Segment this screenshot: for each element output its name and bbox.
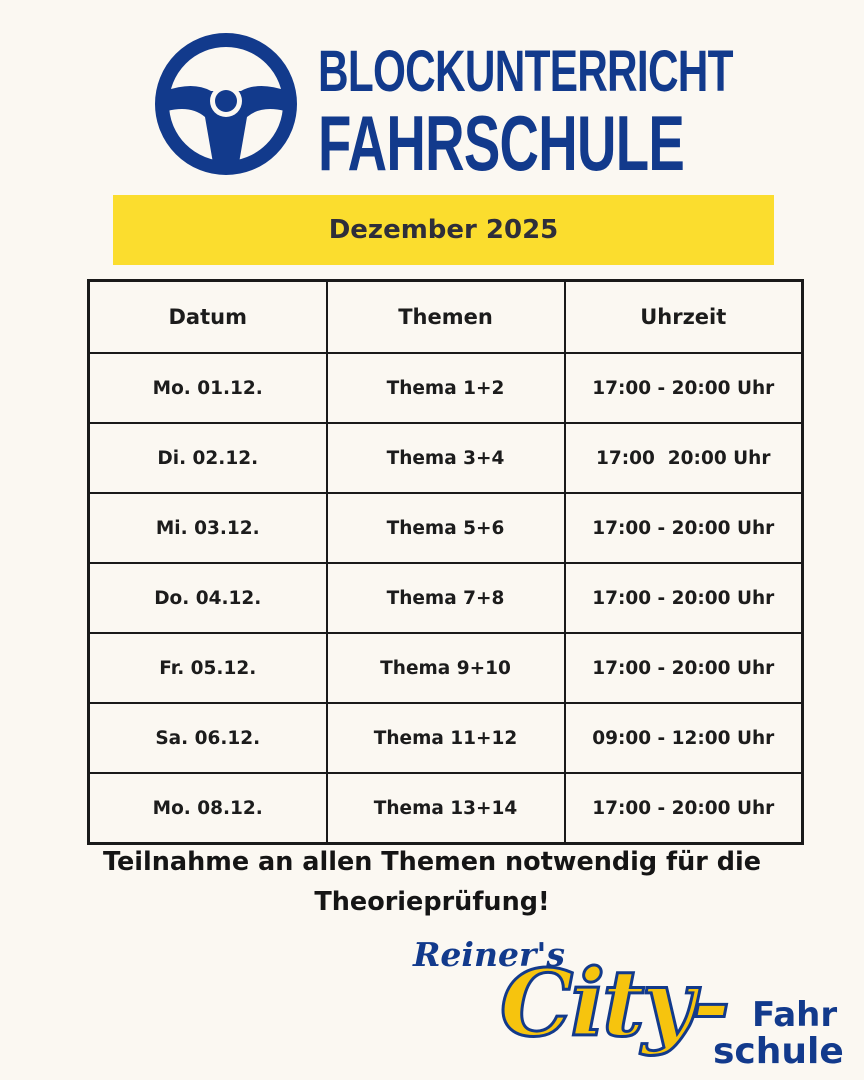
date-cell: Sa. 06.12. xyxy=(89,703,327,773)
time-cell: 17:00 - 20:00 Uhr xyxy=(565,563,803,633)
time-cell: 17:00 20:00 Uhr xyxy=(565,423,803,493)
month-banner xyxy=(113,195,774,265)
column-header-topics: Themen xyxy=(327,281,565,354)
table-row xyxy=(89,773,803,844)
time-cell: 17:00 - 20:00 Uhr xyxy=(565,773,803,844)
month-label: Dezember 2025 xyxy=(328,215,559,245)
logo-schule-text: schule xyxy=(713,1031,844,1072)
time-cell: 17:00 - 20:00 Uhr xyxy=(565,633,803,703)
date-cell: Mo. 08.12. xyxy=(89,773,327,844)
table-row xyxy=(89,633,803,703)
date-cell: Mi. 03.12. xyxy=(89,493,327,563)
time-cell: 09:00 - 12:00 Uhr xyxy=(565,703,803,773)
steering-wheel-icon xyxy=(153,31,299,177)
table-row xyxy=(89,493,803,563)
date-cell: Di. 02.12. xyxy=(89,423,327,493)
notice-line-1: Teilnahme an allen Themen notwendig für die xyxy=(102,847,762,877)
table-row xyxy=(89,353,803,423)
logo-fahr-text: Fahr xyxy=(752,995,838,1035)
topic-cell: Thema 3+4 xyxy=(327,423,565,493)
column-header-time: Uhrzeit xyxy=(565,281,803,354)
topic-cell: Thema 1+2 xyxy=(327,353,565,423)
topic-cell: Thema 9+10 xyxy=(327,633,565,703)
topic-cell: Thema 11+12 xyxy=(327,703,565,773)
table-row xyxy=(89,423,803,493)
logo-city-text: City- xyxy=(500,949,728,1057)
column-header-date: Datum xyxy=(89,281,327,354)
table-header-row xyxy=(89,281,803,354)
logo-reiners-text: Reiner's xyxy=(413,935,566,974)
notice-text xyxy=(60,842,804,922)
topic-cell: Thema 13+14 xyxy=(327,773,565,844)
date-cell: Mo. 01.12. xyxy=(89,353,327,423)
time-cell: 17:00 - 20:00 Uhr xyxy=(565,353,803,423)
table-row xyxy=(89,703,803,773)
schedule-table xyxy=(87,279,804,845)
date-cell: Do. 04.12. xyxy=(89,563,327,633)
topic-cell: Thema 7+8 xyxy=(327,563,565,633)
topic-cell: Thema 5+6 xyxy=(327,493,565,563)
notice-line-2: Theorieprüfung! xyxy=(314,887,550,917)
title-line-2: FAHRSCHULE xyxy=(318,99,685,187)
table-row xyxy=(89,563,803,633)
title-line-1: BLOCKUNTERRICHT xyxy=(318,39,733,104)
time-cell: 17:00 - 20:00 Uhr xyxy=(565,493,803,563)
date-cell: Fr. 05.12. xyxy=(89,633,327,703)
